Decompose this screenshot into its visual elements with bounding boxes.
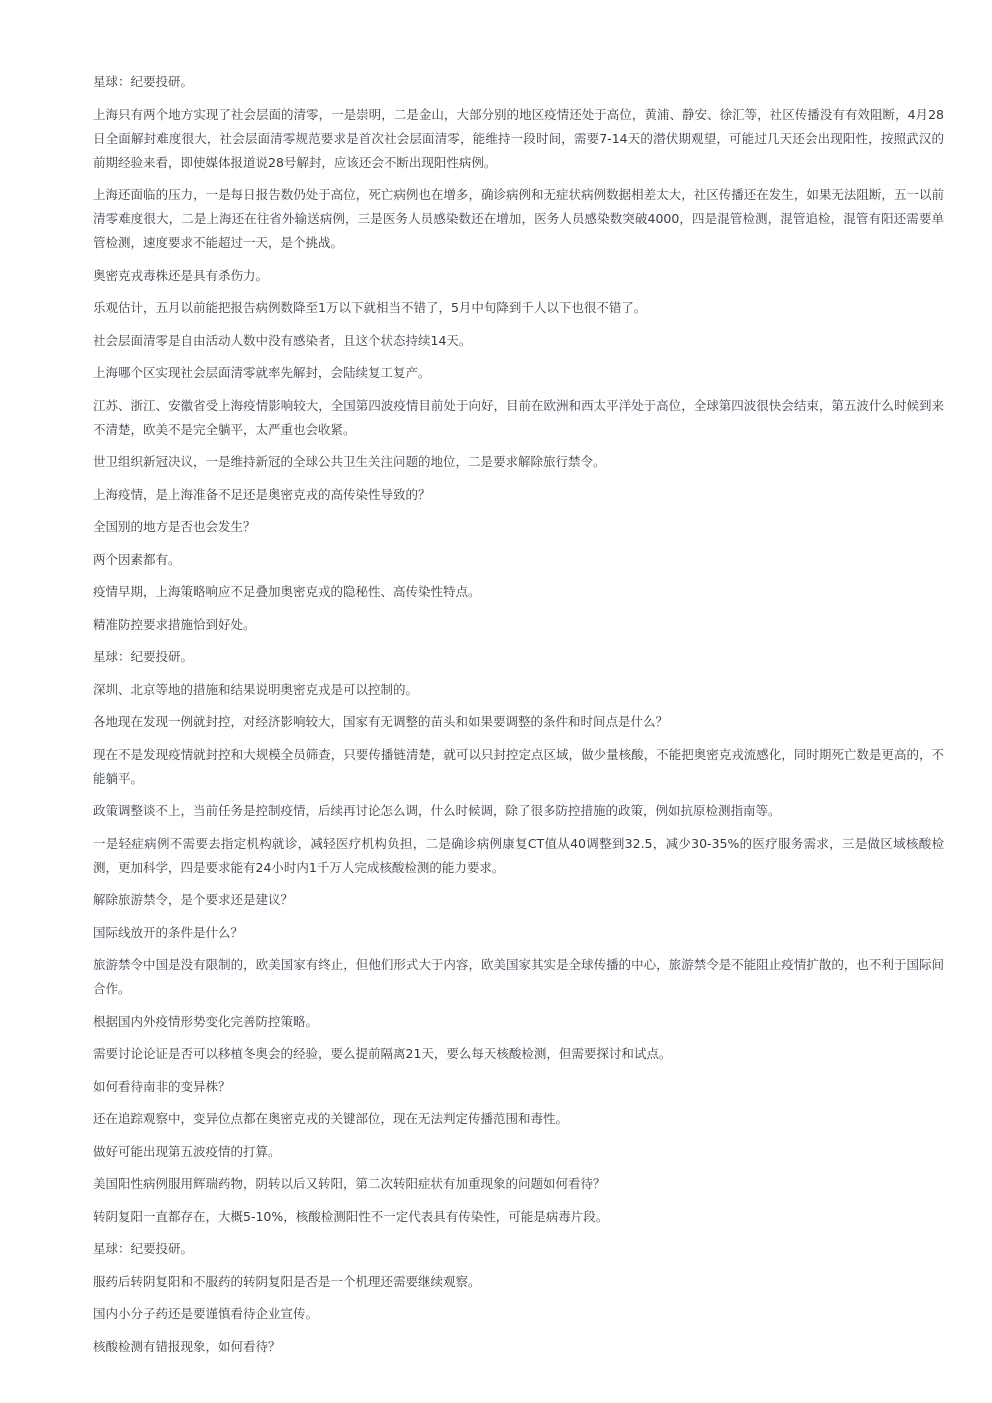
paragraph: 一是轻症病例不需要去指定机构就诊，减轻医疗机构负担，二是确诊病例康复CT值从40调整到32.5，减少30-35%的医疗服务需求，三是做区域核酸检测，更加科学，四是要求能有24小时内1千万人完成核酸检测的能力要求。 bbox=[93, 835, 944, 875]
paragraph: 转阴复阳一直都存在，大概5-10%，核酸检测阳性不一定代表具有传染性，可能是病毒片段。 bbox=[93, 1208, 609, 1224]
paragraph: 上海只有两个地方实现了社会层面的清零，一是崇明，二是金山，大部分别的地区疫情还处于高位，黄浦、静安、徐汇等，社区传播没有有效阻断，4月28日全面解封难度很大，社会层面清零规范要求是首次社会层面清零，能维持一段时间，需要7-14天的潜伏期观望，可能过几天还会出现阳性，按照武汉的前期经验来看，即使媒体报道说28号解封，应该还会不断出现阳性病例。 bbox=[93, 106, 944, 170]
paragraph: 美国阳性病例服用辉瑞药物，阴转以后又转阳，第二次转阳症状有加重现象的问题如何看待？ bbox=[93, 1176, 606, 1191]
paragraph: 两个因素都有。 bbox=[93, 551, 181, 567]
paragraph: 需要讨论论证是否可以移植冬奥会的经验，要么提前隔离21天，要么每天核酸检测，但需要探讨和试点。 bbox=[93, 1046, 672, 1061]
paragraph: 现在不是发现疫情就封控和大规模全员筛查，只要传播链清楚，就可以只封控定点区域，做少量核酸，不能把奥密克戎流感化，同时期死亡数是更高的，不能躺平。 bbox=[93, 746, 944, 786]
paragraph: 上海疫情，是上海准备不足还是奥密克戎的高传染性导致的？ bbox=[93, 486, 431, 502]
paragraph: 各地现在发现一例就封控，对经济影响较大，国家有无调整的苗头和如果要调整的条件和时间点是什么？ bbox=[93, 714, 669, 729]
paragraph: 星球：纪要投研。 bbox=[93, 74, 194, 89]
paragraph: 深圳、北京等地的措施和结果说明奥密克戎是可以控制的。 bbox=[93, 681, 419, 697]
paragraph: 社会层面清零是自由活动人数中没有感染者，且这个状态持续14天。 bbox=[93, 332, 472, 348]
paragraph: 上海还面临的压力，一是每日报告数仍处于高位，死亡病例也在增多，确诊病例和无症状病例数据相差太大，社区传播还在发生，如果无法阻断，五一以前清零难度很大，二是上海还在往省外输送病例，三是医务人员感染数还在增加，医务人员感染数突破4000，四是混管检测，混管追检，混管有阳还需要单管检测，速度要求不能超过一天，是个挑战。 bbox=[93, 187, 944, 250]
paragraph: 上海哪个区实现社会层面清零就率先解封，会陆续复工复产。 bbox=[93, 365, 431, 380]
paragraph: 星球：纪要投研。 bbox=[93, 1241, 194, 1256]
paragraph: 服药后转阴复阳和不服药的转阴复阳是否是一个机理还需要继续观察。 bbox=[93, 1273, 481, 1289]
paragraph: 国内小分子药还是要谨慎看待企业宣传。 bbox=[93, 1306, 319, 1321]
paragraph: 旅游禁令中国是没有限制的，欧美国家有终止，但他们形式大于内容，欧美国家其实是全球传播的中心，旅游禁令是不能阻止疫情扩散的，也不利于国际间合作。 bbox=[93, 957, 944, 996]
paragraph: 星球：纪要投研。 bbox=[93, 649, 194, 664]
paragraph: 江苏、浙江、安徽省受上海疫情影响较大，全国第四波疫情目前处于向好，目前在欧洲和西太平洋处于高位，全球第四波很快会结束，第五波什么时候到来不清楚，欧美不是完全躺平，太严重也会收紧。 bbox=[93, 397, 944, 437]
paragraph: 解除旅游禁令，是个要求还是建议？ bbox=[93, 892, 294, 907]
paragraph: 奥密克戎毒株还是具有杀伤力。 bbox=[93, 267, 269, 283]
paragraph: 根据国内外疫情形势变化完善防控策略。 bbox=[93, 1013, 319, 1029]
paragraph: 如何看待南非的变异株？ bbox=[93, 1078, 231, 1094]
paragraph: 核酸检测有错报现象，如何看待？ bbox=[93, 1338, 281, 1354]
paragraph: 还在追踪观察中，变异位点都在奥密克戎的关键部位，现在无法判定传播范围和毒性。 bbox=[93, 1111, 569, 1126]
paragraph: 疫情早期，上海策略响应不足叠加奥密克戎的隐秘性、高传染性特点。 bbox=[93, 584, 481, 599]
paragraph: 政策调整谈不上，当前任务是控制疫情，后续再讨论怎么调，什么时候调，除了很多防控措施的政策，例如抗原检测指南等。 bbox=[93, 803, 781, 818]
paragraph: 乐观估计，五月以前能把报告病例数降至1万以下就相当不错了，5月中旬降到千人以下也很不错了。 bbox=[93, 300, 647, 315]
paragraph: 精准防控要求措施恰到好处。 bbox=[93, 616, 256, 632]
paragraph: 世卫组织新冠决议，一是维持新冠的全球公共卫生关注问题的地位，二是要求解除旅行禁令。 bbox=[93, 454, 606, 469]
paragraph: 国际线放开的条件是什么？ bbox=[93, 924, 244, 940]
paragraph: 全国别的地方是否也会发生？ bbox=[93, 519, 256, 534]
paragraph: 做好可能出现第五波疫情的打算。 bbox=[93, 1143, 281, 1159]
